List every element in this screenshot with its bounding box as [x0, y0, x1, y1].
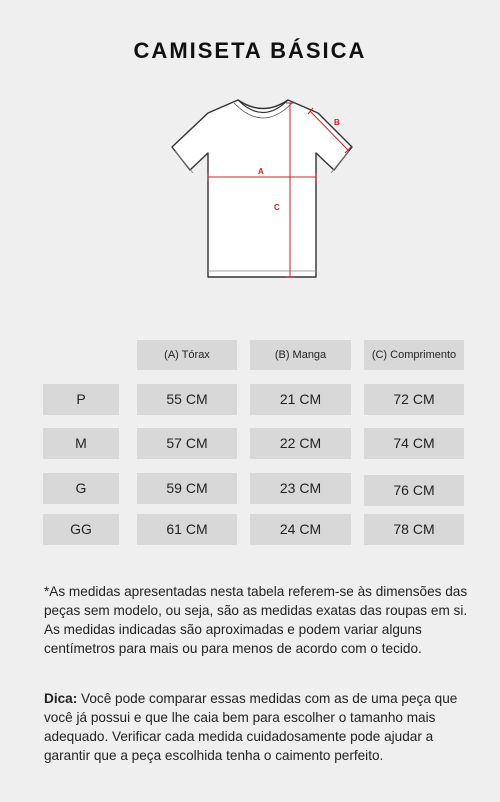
measure-label-c: C	[274, 203, 280, 212]
table-cell: 59 CM	[137, 473, 237, 504]
table-cell: 78 CM	[364, 514, 464, 545]
tshirt-diagram	[168, 95, 358, 285]
table-cell: 76 CM	[364, 475, 464, 506]
table-cell: 72 CM	[364, 384, 464, 415]
header-torax: (A) Tórax	[137, 340, 237, 370]
table-cell: 55 CM	[137, 384, 237, 415]
measurement-disclaimer: *As medidas apresentadas nesta tabela referem-se às dimensões das peças sem modelo, ou seja, são as medidas exatas das roupas em si. As medidas indicadas são aproximadas e podem variar alguns centímetros para mais ou para menos de acordo com o tecido.	[44, 584, 468, 656]
table-cell: 74 CM	[364, 428, 464, 459]
measure-label-b: B	[334, 118, 340, 127]
tip-text: Você pode comparar essas medidas com as de uma peça que você já possui e que lhe caia bem para escolher o tamanho mais adequado. Verificar cada medida cuidadosamente pode ajudar a garantir que a peça escolhida tenha o caimento perfeito.	[44, 691, 458, 763]
table-cell: 24 CM	[250, 514, 351, 545]
page-title: CAMISETA BÁSICA	[133, 38, 367, 63]
size-label: G	[43, 473, 119, 504]
tip-paragraph	[44, 689, 469, 765]
header-manga: (B) Manga	[250, 340, 351, 370]
size-label: M	[43, 428, 119, 459]
tip-label: Dica:	[44, 691, 78, 706]
table-cell: 22 CM	[250, 428, 351, 459]
table-cell: 23 CM	[250, 473, 351, 504]
table-cell: 21 CM	[250, 384, 351, 415]
size-label: P	[43, 384, 119, 415]
table-cell: 57 CM	[137, 428, 237, 459]
table-cell: 61 CM	[137, 514, 237, 545]
size-label: GG	[43, 514, 119, 545]
header-comprimento: (C) Comprimento	[364, 340, 464, 370]
measure-label-a: A	[258, 167, 264, 176]
